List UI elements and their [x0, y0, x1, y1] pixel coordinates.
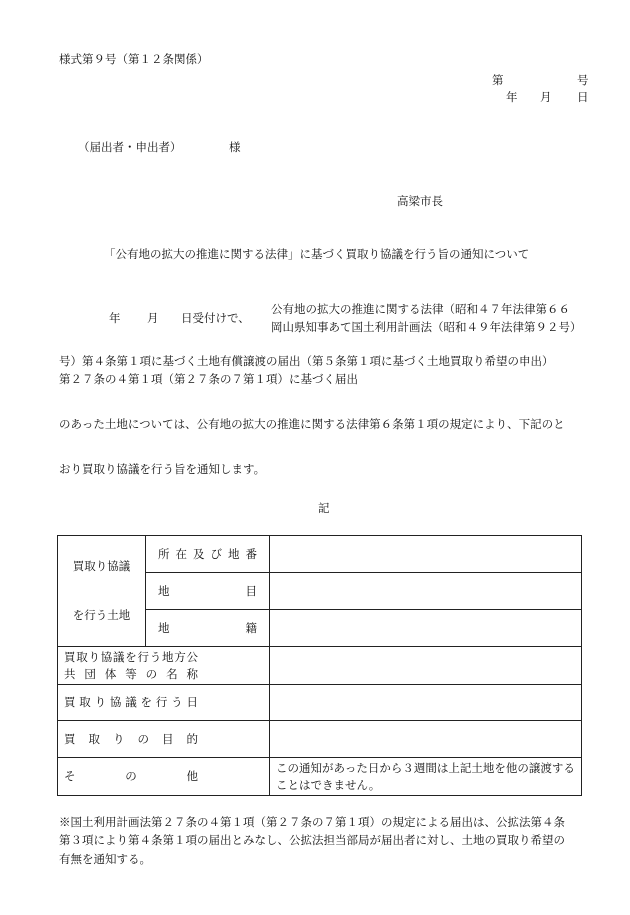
date-label-cell — [58, 685, 270, 721]
other-label-cell — [58, 758, 270, 796]
body-line-5: のあった土地については、公有地の拡大の推進に関する法律第６条第１項の規定により、下記のと — [59, 417, 565, 431]
receipt-month-label: 月 — [147, 311, 159, 325]
form-number: 様式第９号（第１２条関係） — [59, 52, 209, 66]
area-label-cell — [146, 610, 270, 647]
location-label: 所在及び地番 — [158, 546, 257, 561]
land-label-cell — [58, 536, 146, 647]
doc-number-suffix: 号 — [577, 73, 589, 87]
purpose-label-cell — [58, 721, 270, 758]
location-label-cell — [146, 536, 270, 573]
area-label: 地籍 — [158, 620, 257, 635]
land-label-line-1: 買取り協議 — [72, 559, 131, 573]
doc-number-prefix: 第 — [492, 73, 504, 87]
other-label: その他 — [64, 769, 198, 783]
area-value-cell[interactable] — [270, 610, 582, 647]
category-label: 地目 — [158, 583, 257, 598]
ki-heading: 記 — [318, 501, 330, 515]
purpose-value-cell[interactable] — [270, 721, 582, 758]
date-month-label: 月 — [540, 90, 552, 104]
sender-name: 高梁市長 — [397, 194, 443, 208]
body-line-6: おり買取り協議を行う旨を通知します。 — [59, 462, 266, 476]
location-value-cell[interactable] — [270, 536, 582, 573]
note-line-1: ※国土利用計画法第２７条の４第１項（第２７条の７第１項）の規定による届出は、公拡法第４条 — [59, 815, 565, 829]
public-body-label-line-2: 共団体等の名称 — [64, 666, 198, 681]
date-day-label: 日 — [577, 90, 589, 104]
body-line-4: 第２７条の４第１項（第２７条の７第１項）に基づく届出 — [59, 372, 358, 386]
document-title: 「公有地の拡大の推進に関する法律」に基づく買取り協議を行う旨の通知について — [104, 247, 530, 261]
receipt-day-label: 日受付けで、 — [181, 311, 250, 325]
public-body-value-cell[interactable] — [270, 647, 582, 685]
public-body-label-line-1: 買取り協議を行う地方公 — [64, 649, 198, 664]
other-value: この通知があった日から３週間は上記土地を他の譲渡することはできません。 — [276, 760, 575, 792]
receipt-year-label: 年 — [109, 311, 121, 325]
other-value-cell — [270, 758, 582, 796]
category-value-cell[interactable] — [270, 573, 582, 610]
date-value-cell[interactable] — [270, 685, 582, 721]
land-label-line-2: を行う土地 — [72, 608, 131, 622]
law-line-1: 公有地の拡大の推進に関する法律（昭和４７年法律第６６ — [271, 302, 570, 316]
date-label: 買取り協議を行う日 — [64, 695, 198, 709]
body-line-3: 号）第４条第１項に基づく土地有償譲渡の届出（第５条第１項に基づく土地買取り希望の申出） — [59, 354, 554, 368]
note-line-3: 有無を通知する。 — [59, 852, 151, 866]
purchase-consultation-table — [57, 535, 582, 796]
category-label-cell — [146, 573, 270, 610]
addressee-label: （届出者・申出者） — [78, 140, 182, 154]
addressee-honorific: 様 — [229, 140, 241, 154]
purpose-label: 買取りの目的 — [64, 731, 198, 746]
date-year-label: 年 — [506, 90, 518, 104]
law-line-2: 岡山県知事あて国土利用計画法（昭和４９年法律第９２号） — [271, 320, 582, 334]
note-line-2: 第３項により第４条第１項の届出とみなし、公拡法担当部局が届出者に対し、土地の買取り希望の — [59, 833, 565, 847]
public-body-label-cell — [58, 647, 270, 685]
